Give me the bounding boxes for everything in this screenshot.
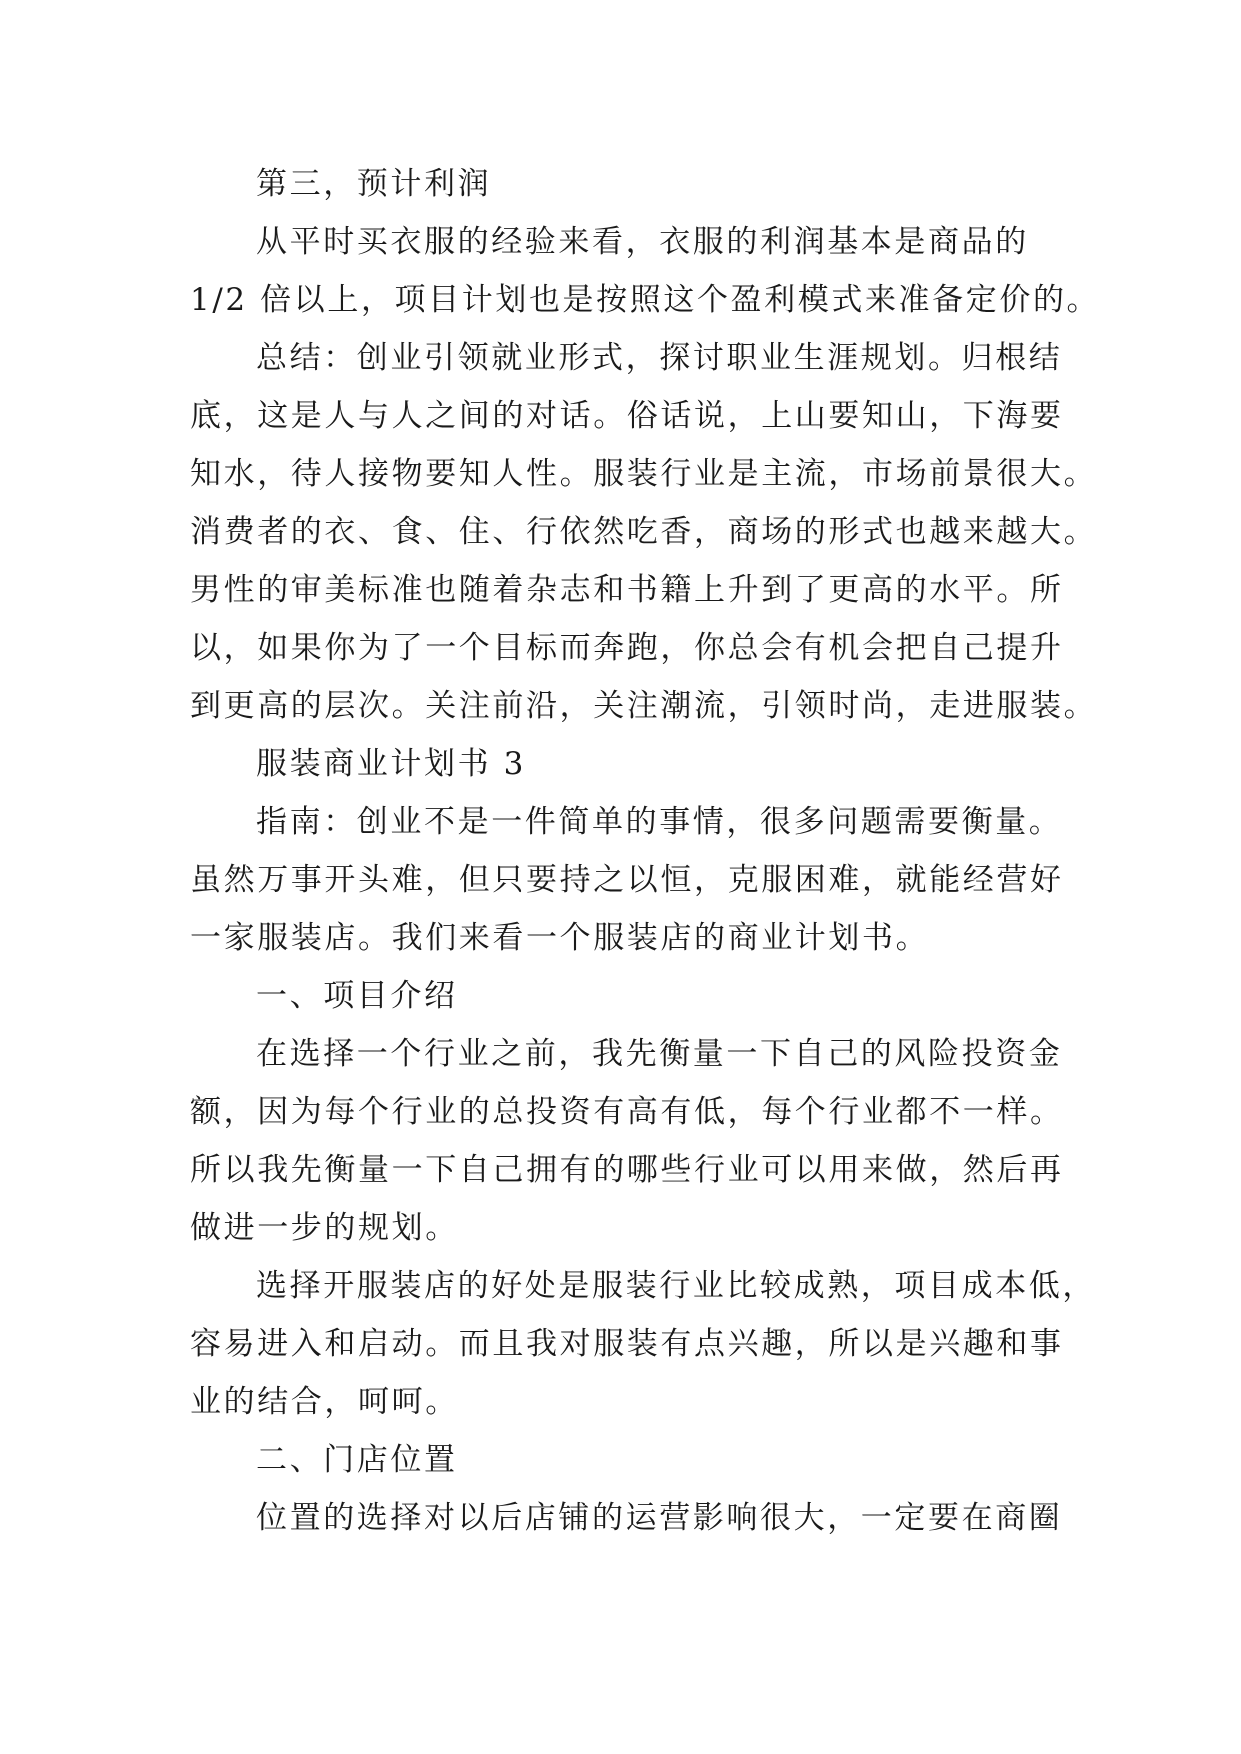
paragraph-line: 虽然万事开头难，但只要持之以恒，克服困难，就能经营好	[190, 862, 1064, 898]
paragraph-line: 消费者的衣、食、住、行依然吃香，商场的形式也越来越大。	[190, 514, 1098, 550]
paragraph-line: 在选择一个行业之前，我先衡量一下自己的风险投资金	[256, 1036, 1063, 1072]
paragraph-line: 知水，待人接物要知人性。服装行业是主流，市场前景很大。	[190, 456, 1098, 492]
heading-expected-profit: 第三，预计利润	[256, 166, 492, 202]
paragraph-line: 1/2 倍以上，项目计划也是按照这个盈利模式来准备定价的。	[190, 282, 1101, 318]
paragraph-line: 一家服装店。我们来看一个服装店的商业计划书。	[190, 920, 930, 956]
heading-store-location: 二、门店位置	[256, 1442, 458, 1478]
paragraph-line: 指南：创业不是一件简单的事情，很多问题需要衡量。	[256, 804, 1063, 840]
paragraph-line: 总结：创业引领就业形式，探讨职业生涯规划。归根结	[256, 340, 1063, 376]
paragraph-line: 以，如果你为了一个目标而奔跑，你总会有机会把自己提升	[190, 630, 1064, 666]
paragraph-line: 业的结合，呵呵。	[190, 1384, 459, 1420]
paragraph-line: 到更高的层次。关注前沿，关注潮流，引领时尚，走进服装。	[190, 688, 1098, 724]
paragraph-line: 做进一步的规划。	[190, 1210, 459, 1246]
paragraph-line: 底，这是人与人之间的对话。俗话说，上山要知山，下海要	[190, 398, 1064, 434]
paragraph-line: 选择开服装店的好处是服装行业比较成熟，项目成本低，	[256, 1268, 1096, 1304]
paragraph-line: 男性的审美标准也随着杂志和书籍上升到了更高的水平。所	[190, 572, 1064, 608]
paragraph-line: 容易进入和启动。而且我对服装有点兴趣，所以是兴趣和事	[190, 1326, 1064, 1362]
section-title: 服装商业计划书 3	[256, 746, 526, 782]
paragraph-line: 所以我先衡量一下自己拥有的哪些行业可以用来做，然后再	[190, 1152, 1064, 1188]
paragraph-line: 位置的选择对以后店铺的运营影响很大，一定要在商圈	[256, 1500, 1063, 1536]
paragraph-line: 从平时买衣服的经验来看，衣服的利润基本是商品的	[256, 224, 1029, 260]
heading-project-intro: 一、项目介绍	[256, 978, 458, 1014]
paragraph-line: 额，因为每个行业的总投资有高有低，每个行业都不一样。	[190, 1094, 1064, 1130]
